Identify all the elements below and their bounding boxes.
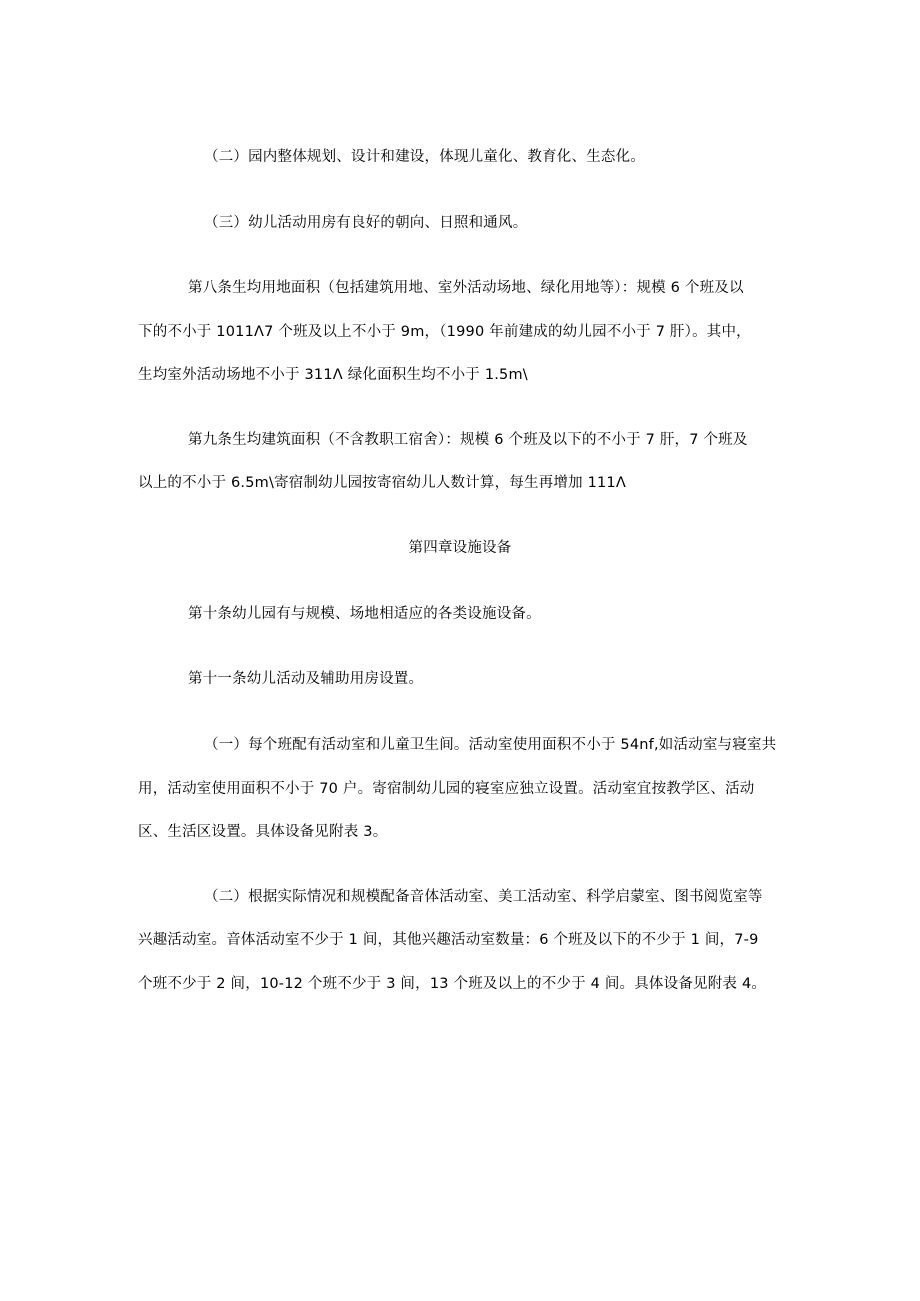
article-8-line-3: 生均室外活动场地不小于 311Λ 绿化面积生均不小于 1.5m\ <box>138 367 528 383</box>
article-10-line-1: 第十条幼儿园有与规模、场地相适应的各类设施设备。 <box>188 606 541 622</box>
article-9-line-1: 第九条生均建筑面积（不含教职工宿舍）：规模 6 个班及以下的不小于 7 肝，7 个班及 <box>188 432 748 448</box>
article-11-line-1: 第十一条幼儿活动及辅助用房设置。 <box>188 671 424 687</box>
article-8-line-2: 下的不小于 1011Λ7 个班及以上不小于 9m，（1990 年前建成的幼儿园不小于 7 肝）。其中， <box>138 324 751 340</box>
article-11-item-1-line-1: （一）每个班配有活动室和儿童卫生间。活动室使用面积不小于 54nf,如活动室与寝室共 <box>204 737 777 753</box>
article-9-line-2: 以上的不小于 6.5m\寄宿制幼儿园按寄宿幼儿人数计算，每生再增加 111Λ <box>138 475 626 491</box>
chapter-4-title: 第四章设施设备 <box>408 540 512 556</box>
article-11-item-2-line-2: 兴趣活动室。音体活动室不少于 1 间，其他兴趣活动室数量：6 个班及以下的不少于 1 间，7-9 <box>138 932 759 948</box>
paragraph-planning-line-1: （二）园内整体规划、设计和建设，体现儿童化、教育化、生态化。 <box>204 149 645 165</box>
article-8-line-1: 第八条生均用地面积（包括建筑用地、室外活动场地、绿化用地等）：规模 6 个班及以 <box>188 280 744 296</box>
article-11-item-1-line-3: 区、生活区设置。具体设备见附表 3。 <box>138 824 388 840</box>
paragraph-orientation-line-1: （三）幼儿活动用房有良好的朝向、日照和通风。 <box>204 215 528 231</box>
article-11-item-2-line-1: （二）根据实际情况和规模配备音体活动室、美工活动室、科学启蒙室、图书阅览室等 <box>204 889 763 905</box>
article-11-item-1-line-2: 用，活动室使用面积不小于 70 户。寄宿制幼儿园的寝室应独立设置。活动室宜按教学区、活动 <box>138 781 755 797</box>
article-11-item-2-line-3: 个班不少于 2 间，10-12 个班不少于 3 间，13 个班及以上的不少于 4 间。具体设备见附表 4。 <box>138 976 767 992</box>
